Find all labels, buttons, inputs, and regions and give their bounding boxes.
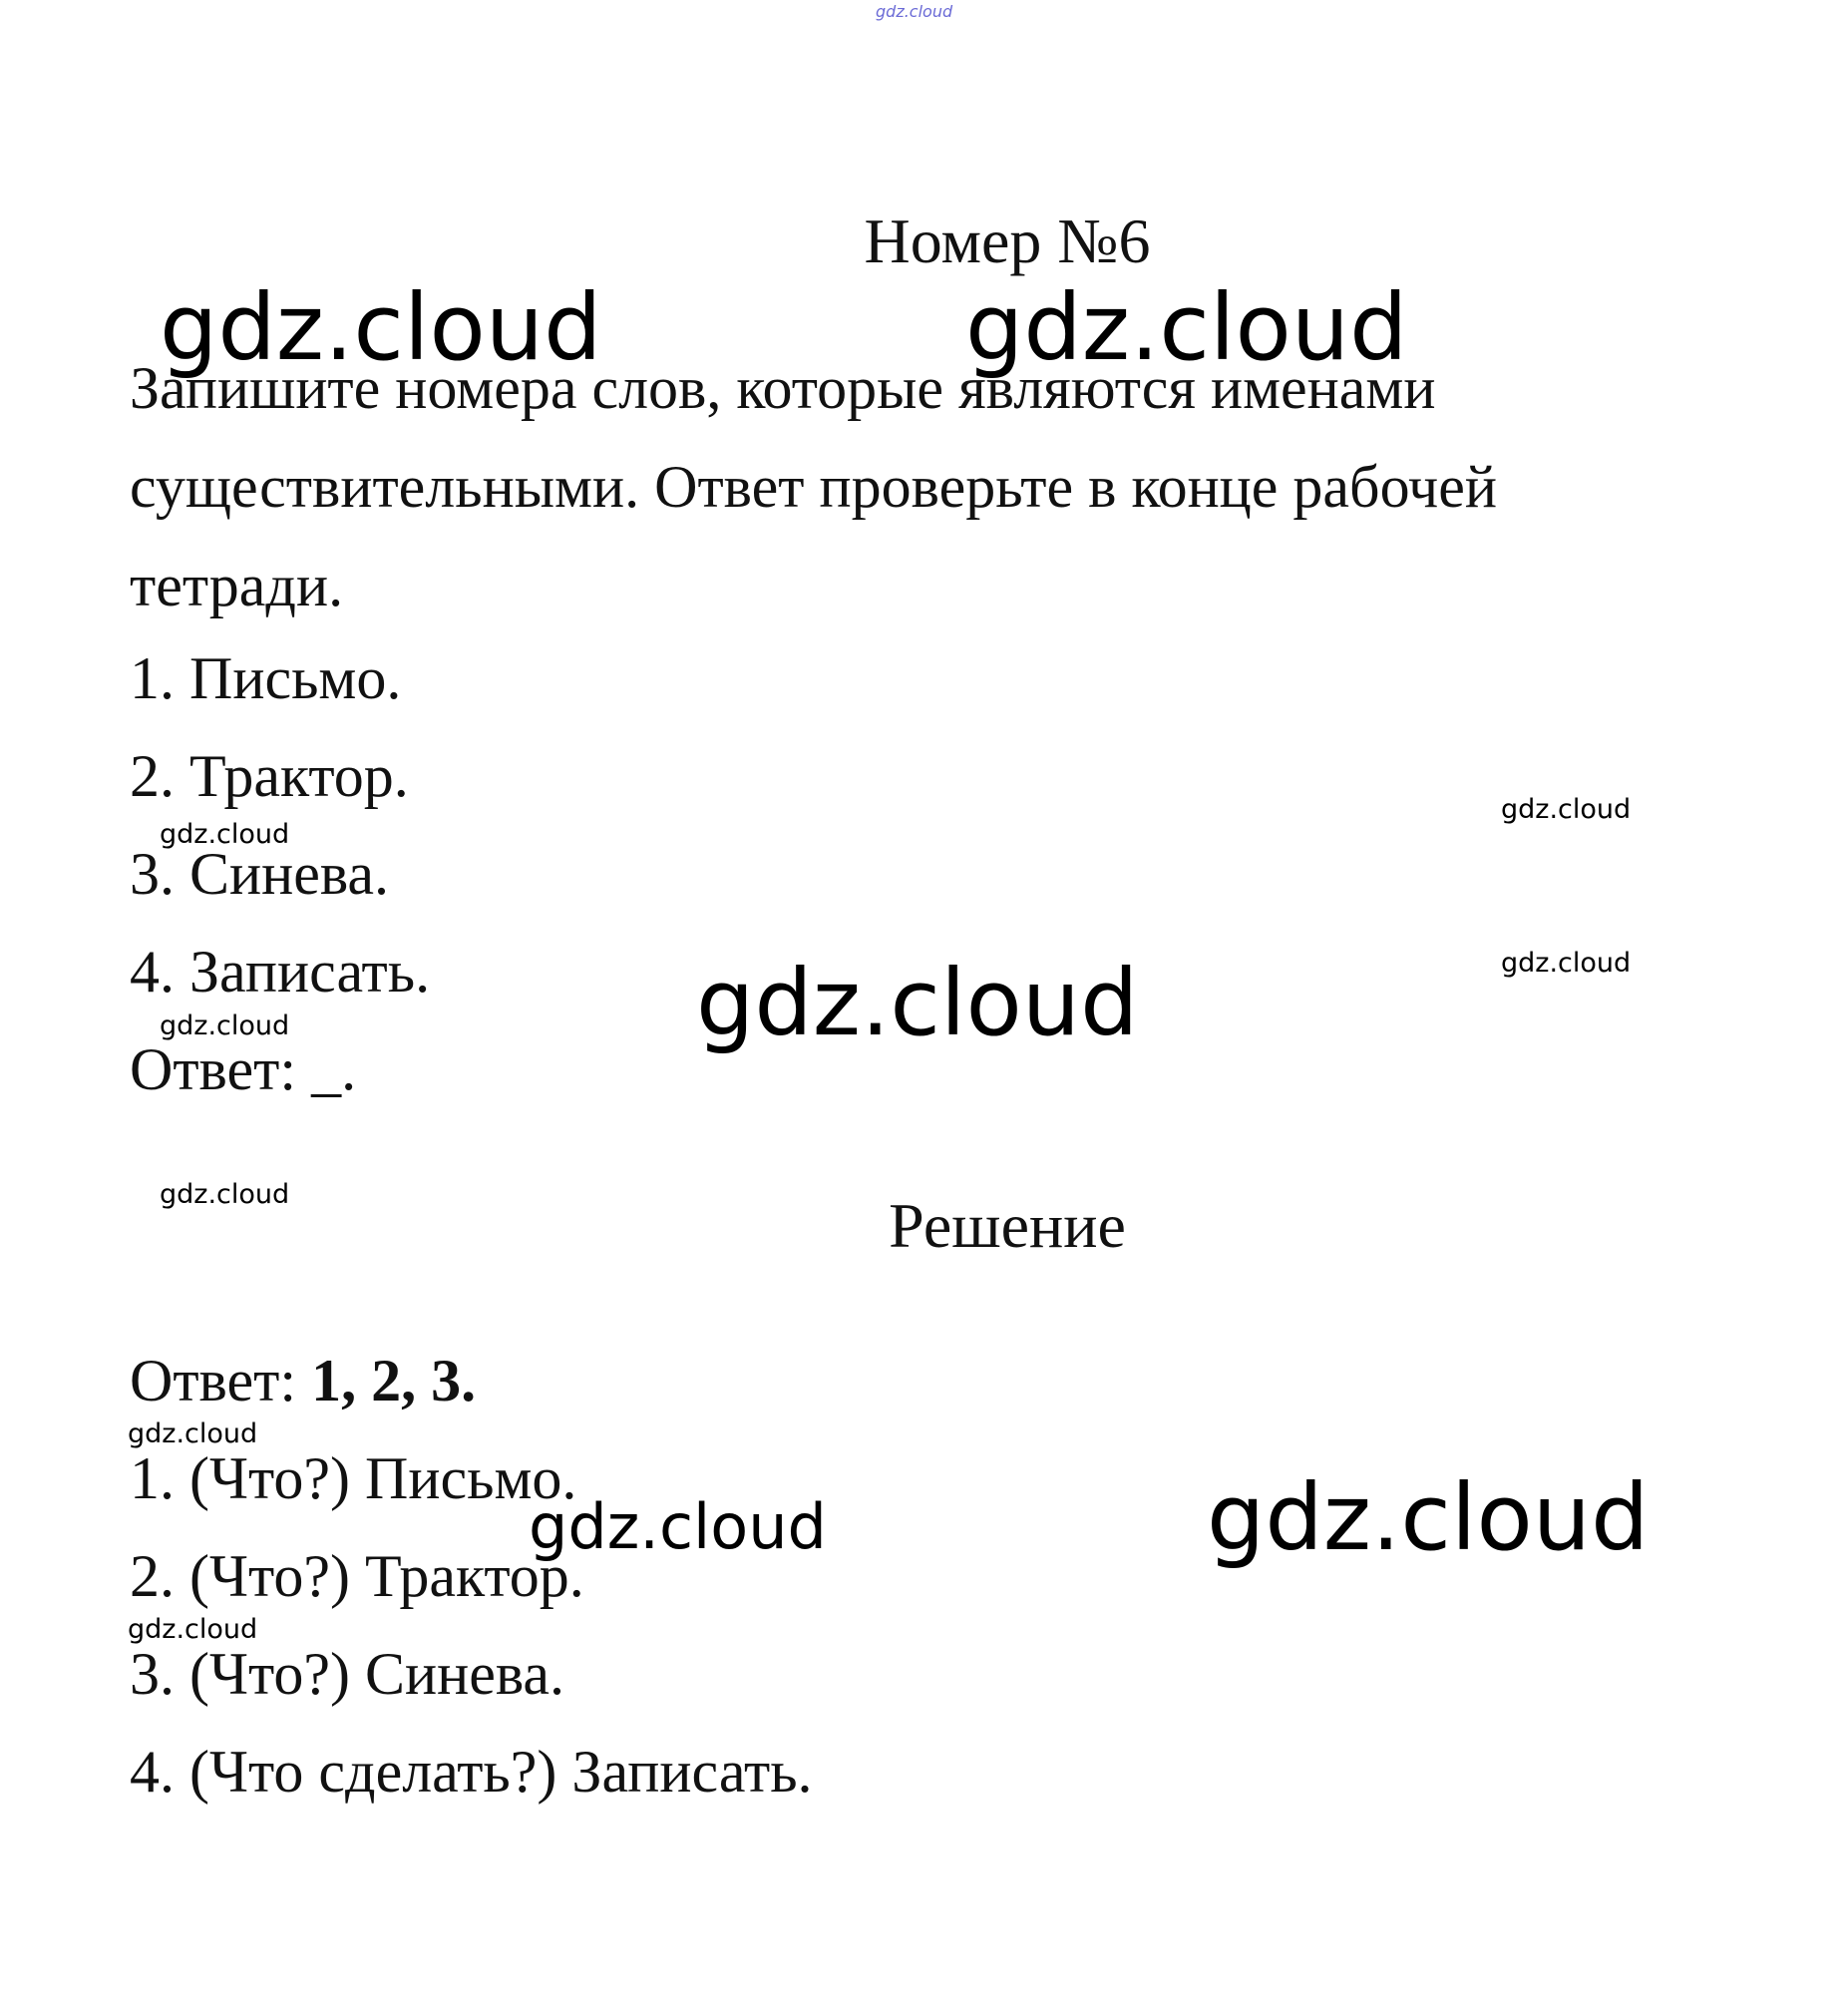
solution-title: Решение: [889, 1190, 1126, 1261]
watermark-small-3: gdz.cloud: [1501, 948, 1632, 979]
task-item-1: 1. Письмо.: [130, 645, 402, 711]
task-item-4: 4. Записать.: [130, 939, 431, 1005]
task-item-2: 2. Трактор.: [130, 743, 409, 809]
task-title: Номер №6: [864, 205, 1151, 276]
solution-answer: [130, 1348, 477, 1413]
task-item-3: 3. Синева.: [130, 841, 390, 907]
watermark-small-6: gdz.cloud: [128, 1418, 258, 1449]
task-instruction: Запишите номера слов, которые являются именами существительными. Ответ проверьте в конце рабочей тетради.: [130, 355, 1497, 618]
watermark-medium-1: gdz.cloud: [529, 1490, 827, 1563]
solution-item-4: 4. (Что сделать?) Записать.: [130, 1739, 813, 1805]
watermark-small-7: gdz.cloud: [128, 1614, 258, 1645]
watermark-small-5: gdz.cloud: [160, 1179, 290, 1210]
solution-item-2: 2. (Что?) Трактор.: [130, 1543, 584, 1609]
solution-answer-label: Ответ:: [130, 1348, 312, 1413]
solution-item-3: 3. (Что?) Синева.: [130, 1641, 565, 1707]
watermark-top: gdz.cloud: [876, 2, 953, 21]
task-answer-blank: _.: [296, 1036, 357, 1102]
watermark-large-4: gdz.cloud: [1207, 1464, 1650, 1571]
task-answer-label: Ответ:: [130, 1036, 297, 1102]
task-answer: [130, 1036, 357, 1102]
watermark-small-1: gdz.cloud: [1501, 794, 1632, 825]
watermark-large-1: gdz.cloud: [160, 274, 602, 381]
solution-answer-value: 1, 2, 3.: [311, 1348, 477, 1413]
watermark-large-3: gdz.cloud: [696, 950, 1139, 1056]
watermark-small-2: gdz.cloud: [160, 819, 290, 850]
solution-item-1: 1. (Что?) Письмо.: [130, 1445, 577, 1511]
watermark-small-4: gdz.cloud: [160, 1010, 290, 1041]
watermark-large-2: gdz.cloud: [965, 274, 1408, 381]
